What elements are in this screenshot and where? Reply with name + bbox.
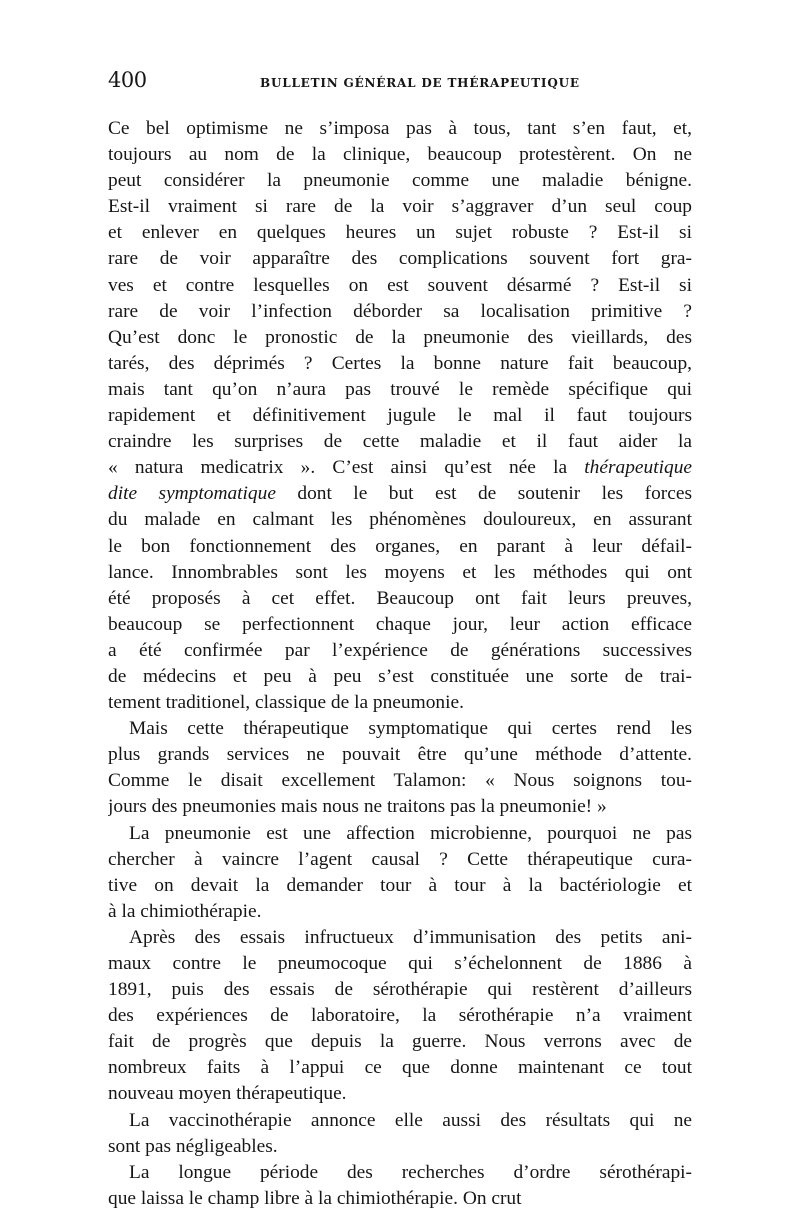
text-line: toujours au nom de la clinique, beaucoup protestèrent. On ne xyxy=(108,144,692,166)
text-line: rare de voir l’infection déborder sa localisation primitive ? xyxy=(108,300,692,322)
text-line: peut considérer la pneumonie comme une maladie bénigne. xyxy=(108,170,692,192)
text-line: Ce bel optimisme ne s’imposa pas à tous, tant s’en faut, et, xyxy=(108,118,692,139)
text-line: 1891, puis des essais de sérothérapie qui restèrent d’ailleurs xyxy=(108,979,692,1001)
paragraph xyxy=(108,116,692,716)
journal-title: BULLETIN GÉNÉRAL DE THÉRAPEUTIQUE xyxy=(260,76,580,90)
text-line: a été confirmée par l’expérience de générations successives xyxy=(108,639,692,661)
running-head xyxy=(108,68,692,98)
text-line: du malade en calmant les phénomènes douloureux, en assurant xyxy=(108,509,692,531)
text-line: La pneumonie est une affection microbienne, pourquoi ne pas xyxy=(129,822,692,844)
text-line: nombreux faits à l’appui ce que donne maintenant ce tout xyxy=(108,1057,692,1079)
text-line: craindre les surprises de cette maladie et il faut aider la xyxy=(108,431,692,453)
text-line: et enlever en quelques heures un sujet robuste ? Est-il si xyxy=(108,222,692,244)
text-line: été proposés à cet effet. Beaucoup ont fait leurs preuves, xyxy=(108,587,692,609)
body-text xyxy=(108,116,692,1212)
text-line: à la chimiothérapie. xyxy=(108,900,262,922)
text-line: jours des pneumonies mais nous ne traitons pas la pneumonie! » xyxy=(108,796,607,818)
text-line: Mais cette thérapeutique symptomatique qui certes rend les xyxy=(129,718,692,740)
text-segment: « natura medicatrix ». C’est ainsi qu’est née la xyxy=(108,457,585,479)
text-line: plus grands services ne pouvait être qu’une méthode d’attente. xyxy=(108,744,692,766)
text-line: rapidement et définitivement jugule le mal il faut toujours xyxy=(108,405,692,427)
text-line: maux contre le pneumocoque qui s’échelonnent de 1886 à xyxy=(108,953,692,974)
text-line: fait de progrès que depuis la guerre. Nous verrons avec de xyxy=(108,1031,692,1053)
text-line: La longue période des recherches d’ordre sérothérapi- xyxy=(129,1161,692,1183)
italic-term: thérapeutique xyxy=(584,457,692,479)
text-line: tive on devait la demander tour à tour à la bactériologie et xyxy=(108,874,692,896)
paragraph xyxy=(108,925,692,1108)
text-line: beaucoup se perfectionnent chaque jour, leur action efficace xyxy=(108,613,692,635)
text-line: nouveau moyen thérapeutique. xyxy=(108,1083,347,1105)
text-line: mais tant qu’on n’aura pas trouvé le remède spécifique qui xyxy=(108,378,692,400)
text-line: des expériences de laboratoire, la sérothérapie n’a vraiment xyxy=(108,1005,692,1027)
text-line: La vaccinothérapie annonce elle aussi des résultats qui ne xyxy=(129,1109,692,1131)
italic-term: dite symptomatique xyxy=(108,483,276,505)
text-line xyxy=(108,455,692,481)
paragraph xyxy=(108,716,692,820)
paragraph xyxy=(108,1108,692,1160)
page-number: 400 xyxy=(108,68,147,92)
text-line: de médecins et peu à peu s’est constituée une sorte de trai- xyxy=(108,665,692,687)
text-line: le bon fonctionnement des organes, en parant à leur défail- xyxy=(108,535,692,557)
text-line: sont pas négligeables. xyxy=(108,1135,278,1157)
text-line: que laissa le champ libre à la chimiothérapie. On crut xyxy=(108,1187,522,1209)
text-line: rare de voir apparaître des complications souvent fort gra- xyxy=(108,248,692,270)
paragraph xyxy=(108,1160,692,1212)
text-line: Est-il vraiment si rare de la voir s’aggraver d’un seul coup xyxy=(108,196,692,218)
text-line: ves et contre lesquelles on est souvent désarmé ? Est-il si xyxy=(108,274,692,296)
paragraph xyxy=(108,821,692,925)
text-line: Après des essais infructueux d’immunisation des petits ani- xyxy=(129,926,692,948)
text-line: Comme le disait excellement Talamon: « Nous soignons tou- xyxy=(108,770,692,792)
text-segment: dont le but est de soutenir les forces xyxy=(275,483,692,505)
text-line: chercher à vaincre l’agent causal ? Cette thérapeutique cura- xyxy=(108,848,692,870)
text-line: tarés, des déprimés ? Certes la bonne nature fait beaucoup, xyxy=(108,352,692,374)
text-line xyxy=(108,481,692,507)
text-line: lance. Innombrables sont les moyens et les méthodes qui ont xyxy=(108,561,692,583)
text-line: Qu’est donc le pronostic de la pneumonie des vieillards, des xyxy=(108,326,692,348)
text-line: tement traditionel, classique de la pneumonie. xyxy=(108,692,464,714)
